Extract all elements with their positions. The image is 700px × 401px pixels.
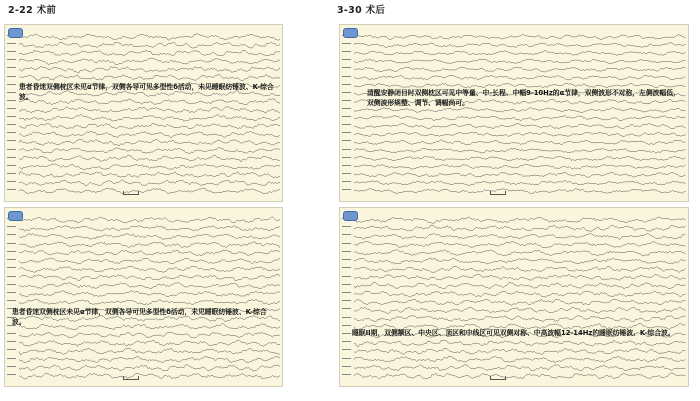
channel-label-mark (342, 374, 351, 375)
channel-label-mark (342, 100, 351, 101)
channel-label-mark (342, 173, 351, 174)
eeg-trace (19, 123, 280, 129)
channel-label-mark (7, 149, 16, 150)
eeg-trace (354, 233, 686, 239)
eeg-trace (354, 299, 686, 305)
channel-label-mark (7, 132, 16, 133)
eeg-trace (354, 164, 686, 169)
eeg-trace (19, 283, 280, 290)
eeg-annotation: 睡眠II期，双侧额区、中央区、顶区和中线区可见双侧对称、中高波幅12-14Hz的睡眠纺锤波、K-综合波。 (352, 329, 675, 337)
channel-label-mark (342, 259, 351, 260)
channel-label-mark (7, 374, 16, 375)
channel-label-mark (7, 173, 16, 174)
eeg-trace (354, 43, 686, 48)
eeg-trace (19, 115, 280, 122)
channel-label-mark (342, 276, 351, 277)
eeg-trace (354, 373, 686, 379)
eeg-traces (340, 208, 689, 387)
eeg-trace (354, 140, 686, 145)
eeg-trace (354, 241, 686, 247)
eeg-trace (19, 242, 280, 248)
channel-label-mark (342, 140, 351, 141)
eeg-trace (19, 332, 280, 338)
channel-label-mark (342, 234, 351, 235)
eeg-trace (19, 266, 280, 273)
channel-label-mark (342, 292, 351, 293)
eeg-trace (19, 188, 280, 194)
channel-label-mark (342, 317, 351, 318)
eeg-trace (354, 266, 686, 272)
recording-badge-icon (343, 211, 358, 221)
eeg-traces (340, 25, 689, 202)
channel-label-mark (7, 124, 16, 125)
channel-label-mark (342, 300, 351, 301)
channel-label-mark (342, 157, 351, 158)
eeg-trace (19, 74, 280, 81)
eeg-trace (354, 258, 686, 265)
eeg-trace (354, 172, 686, 177)
channel-label-mark (342, 51, 351, 52)
eeg-annotation: 患者昏迷双侧枕区未见α节律，双侧各导可见多型性δ活动，未见睡眠纺锤波、K-综合波。 (19, 83, 274, 101)
channel-label-mark (342, 333, 351, 334)
channel-label-mark (7, 67, 16, 68)
eeg-traces (5, 25, 283, 202)
scale-bar (490, 376, 506, 380)
channel-label-mark (7, 189, 16, 190)
channel-label-mark (342, 267, 351, 268)
channel-label-mark (7, 100, 16, 101)
eeg-trace (354, 250, 686, 256)
eeg-trace (19, 348, 280, 355)
eeg-trace (19, 50, 280, 56)
channel-label-mark (342, 132, 351, 133)
eeg-trace (354, 274, 686, 281)
eeg-trace (19, 373, 280, 379)
eeg-trace (19, 42, 280, 49)
eeg-trace (354, 307, 686, 313)
channel-label-mark (7, 76, 16, 77)
recording-badge-icon (343, 28, 358, 38)
channel-label-mark (7, 243, 16, 244)
channel-label-mark (342, 165, 351, 166)
eeg-trace (354, 148, 686, 153)
eeg-trace (19, 356, 280, 362)
channel-label-mark (342, 308, 351, 309)
eeg-trace (354, 181, 686, 186)
channel-label-mark (342, 366, 351, 367)
eeg-trace (354, 75, 686, 80)
channel-label-mark (7, 366, 16, 367)
eeg-trace (354, 116, 686, 121)
eeg-trace (19, 58, 280, 64)
eeg-trace (19, 250, 280, 256)
channel-label-mark (7, 116, 16, 117)
channel-label-mark (342, 43, 351, 44)
channel-label-mark (342, 76, 351, 77)
scale-bar (490, 191, 506, 195)
channel-label-mark (342, 284, 351, 285)
eeg-trace (354, 156, 686, 161)
eeg-trace (354, 108, 686, 113)
eeg-trace (354, 356, 686, 363)
channel-label-mark (7, 284, 16, 285)
channel-label-mark (7, 259, 16, 260)
channel-label-mark (342, 116, 351, 117)
channel-label-mark (342, 149, 351, 150)
eeg-traces (5, 208, 283, 387)
channel-label-mark (7, 59, 16, 60)
channel-label-mark (7, 358, 16, 359)
eeg-trace (19, 226, 280, 232)
channel-label-mark (342, 341, 351, 342)
channel-label-mark (342, 226, 351, 227)
eeg-trace (19, 139, 280, 145)
channel-label-mark (7, 300, 16, 301)
channel-label-mark (7, 333, 16, 334)
channel-label-mark (7, 251, 16, 252)
eeg-trace (19, 131, 280, 137)
eeg-trace (19, 164, 280, 170)
eeg-trace (354, 132, 686, 137)
eeg-trace (354, 67, 686, 72)
eeg-trace (354, 316, 686, 322)
channel-label-mark (7, 43, 16, 44)
eeg-trace (354, 225, 686, 231)
eeg-trace (19, 172, 280, 179)
eeg-trace (19, 217, 280, 223)
channel-label-mark (7, 276, 16, 277)
eeg-panel-preop-1 (4, 24, 283, 202)
eeg-trace (19, 291, 280, 297)
eeg-panel-postop-2 (339, 207, 689, 387)
eeg-trace (19, 258, 280, 264)
channel-label-mark (342, 325, 351, 326)
eeg-trace (354, 34, 686, 39)
eeg-trace (19, 66, 280, 73)
eeg-trace (354, 124, 686, 129)
eeg-trace (354, 340, 686, 346)
eeg-trace (354, 189, 686, 194)
channel-label-mark (342, 251, 351, 252)
channel-label-mark (342, 108, 351, 109)
scale-bar (123, 376, 139, 380)
eeg-trace (354, 217, 686, 224)
channel-label-mark (7, 267, 16, 268)
channel-label-mark (7, 92, 16, 93)
eeg-trace (19, 274, 280, 280)
channel-label-mark (7, 108, 16, 109)
channel-label-mark (7, 226, 16, 227)
eeg-trace (354, 283, 686, 290)
channel-label-mark (7, 234, 16, 235)
eeg-trace (19, 234, 280, 240)
channel-label-mark (342, 67, 351, 68)
header-preop: 2-22 术前 (8, 5, 57, 16)
channel-label-mark (342, 124, 351, 125)
channel-label-mark (342, 59, 351, 60)
header-postop: 3-30 术后 (337, 5, 386, 16)
recording-badge-icon (8, 28, 23, 38)
channel-label-mark (342, 189, 351, 190)
eeg-trace (354, 348, 686, 355)
scale-bar (123, 191, 139, 195)
eeg-panel-postop-1 (339, 24, 689, 202)
channel-label-mark (342, 84, 351, 85)
eeg-trace (19, 340, 280, 347)
channel-label-mark (7, 341, 16, 342)
channel-label-mark (342, 349, 351, 350)
eeg-annotation: 清醒安静闭目时双侧枕区可见中等量、中-长程、中幅9-10Hz的α节律，双侧波形不对称，左侧波幅低，双侧波形规整、调节、调幅尚可。 (367, 89, 680, 107)
channel-label-mark (7, 292, 16, 293)
eeg-trace (19, 107, 280, 114)
channel-label-mark (342, 243, 351, 244)
eeg-trace (354, 59, 686, 64)
eeg-trace (19, 299, 280, 305)
channel-label-mark (342, 92, 351, 93)
eeg-panel-preop-2 (4, 207, 283, 387)
channel-label-mark (7, 84, 16, 85)
eeg-trace (354, 83, 686, 88)
recording-badge-icon (8, 211, 23, 221)
eeg-trace (354, 291, 686, 297)
channel-label-mark (7, 140, 16, 141)
eeg-trace (354, 364, 686, 371)
channel-label-mark (7, 165, 16, 166)
channel-label-mark (342, 358, 351, 359)
channel-label-mark (342, 181, 351, 182)
eeg-trace (19, 365, 280, 371)
channel-label-mark (7, 51, 16, 52)
eeg-annotation: 患者昏迷双侧枕区未见α节律，双侧各导可见多型性δ活动，未见睡眠纺锤波、K-综合波。 (12, 308, 267, 326)
eeg-trace (19, 147, 280, 153)
eeg-trace (19, 155, 280, 162)
eeg-trace (19, 34, 280, 41)
channel-label-mark (7, 349, 16, 350)
eeg-trace (19, 180, 280, 186)
channel-label-mark (7, 181, 16, 182)
eeg-trace (354, 51, 686, 56)
channel-label-mark (7, 157, 16, 158)
